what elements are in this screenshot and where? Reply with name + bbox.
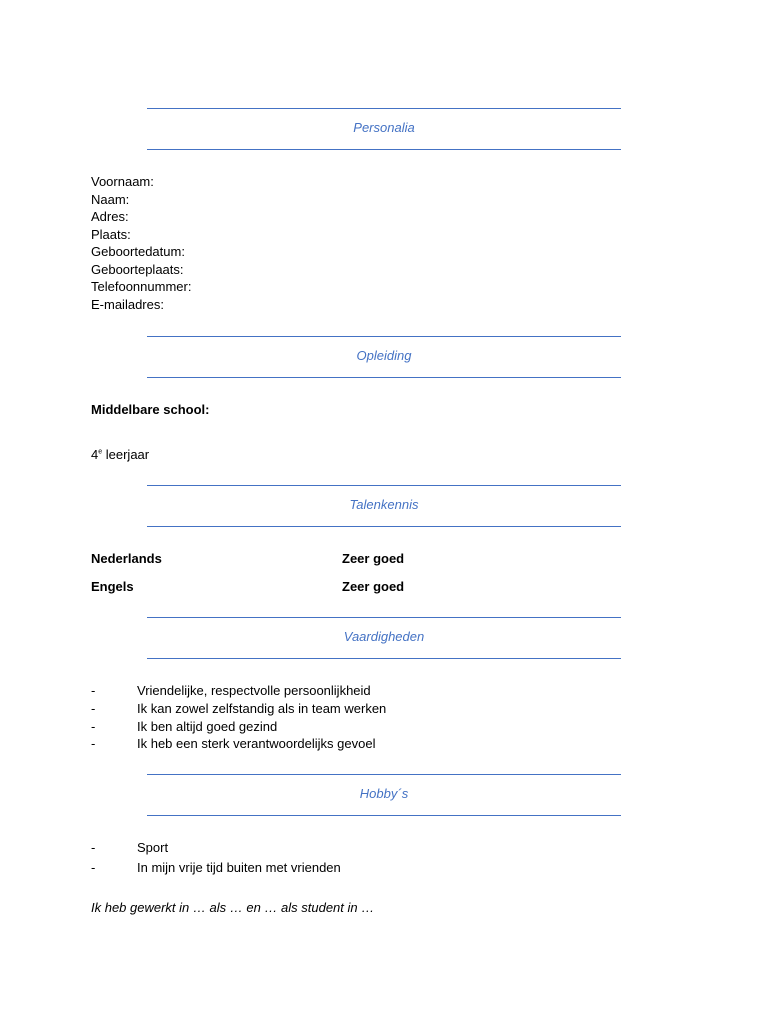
language-level: Zeer goed xyxy=(342,551,405,566)
hobby-item: In mijn vrije tijd buiten met vrienden xyxy=(137,860,341,875)
section-header-vaardigheden xyxy=(147,617,621,659)
education-year xyxy=(91,447,149,462)
skill-item: Ik heb een sterk verantwoordelijks gevoel xyxy=(137,736,376,751)
bullet: - xyxy=(91,683,96,698)
field-label-geboortedatum: Geboortedatum: xyxy=(91,244,185,259)
field-label-naam: Naam: xyxy=(91,192,130,207)
education-year-number: 4 xyxy=(91,447,99,462)
education-school: Middelbare school: xyxy=(91,402,210,417)
section-title: Hobby´s xyxy=(359,786,409,801)
section-header-personalia xyxy=(147,108,621,150)
education-year-sup: e xyxy=(98,448,103,456)
skill-item: Ik kan zowel zelfstandig als in team werken xyxy=(137,701,387,716)
bullet: - xyxy=(91,840,96,855)
bullet: - xyxy=(91,719,96,734)
section-title: Opleiding xyxy=(356,348,412,363)
field-label-plaats: Plaats: xyxy=(91,227,131,242)
bullet: - xyxy=(91,701,96,716)
field-label-adres: Adres: xyxy=(91,209,129,224)
section-header-talenkennis xyxy=(147,485,621,527)
skill-item: Ik ben altijd goed gezind xyxy=(137,719,278,734)
language-name: Engels xyxy=(91,579,134,594)
field-label-telefoonnummer: Telefoonnummer: xyxy=(91,279,192,294)
bullet: - xyxy=(91,860,96,875)
language-level: Zeer goed xyxy=(342,579,405,594)
section-title: Vaardigheden xyxy=(343,629,425,644)
hobby-item: Sport xyxy=(137,840,169,855)
section-title: Talenkennis xyxy=(349,497,419,512)
section-header-opleiding xyxy=(147,336,621,378)
bullet: - xyxy=(91,736,96,751)
section-title: Personalia xyxy=(353,120,415,135)
field-label-voornaam: Voornaam: xyxy=(91,174,154,189)
field-label-geboorteplaats: Geboorteplaats: xyxy=(91,262,184,277)
language-name: Nederlands xyxy=(91,551,162,566)
section-header-hobbys xyxy=(147,774,621,816)
field-label-emailadres: E-mailadres: xyxy=(91,297,164,312)
work-experience-sentence: Ik heb gewerkt in … als … en … als student in … xyxy=(91,900,375,915)
skill-item: Vriendelijke, respectvolle persoonlijkheid xyxy=(137,683,371,698)
education-year-text: leerjaar xyxy=(102,447,150,462)
